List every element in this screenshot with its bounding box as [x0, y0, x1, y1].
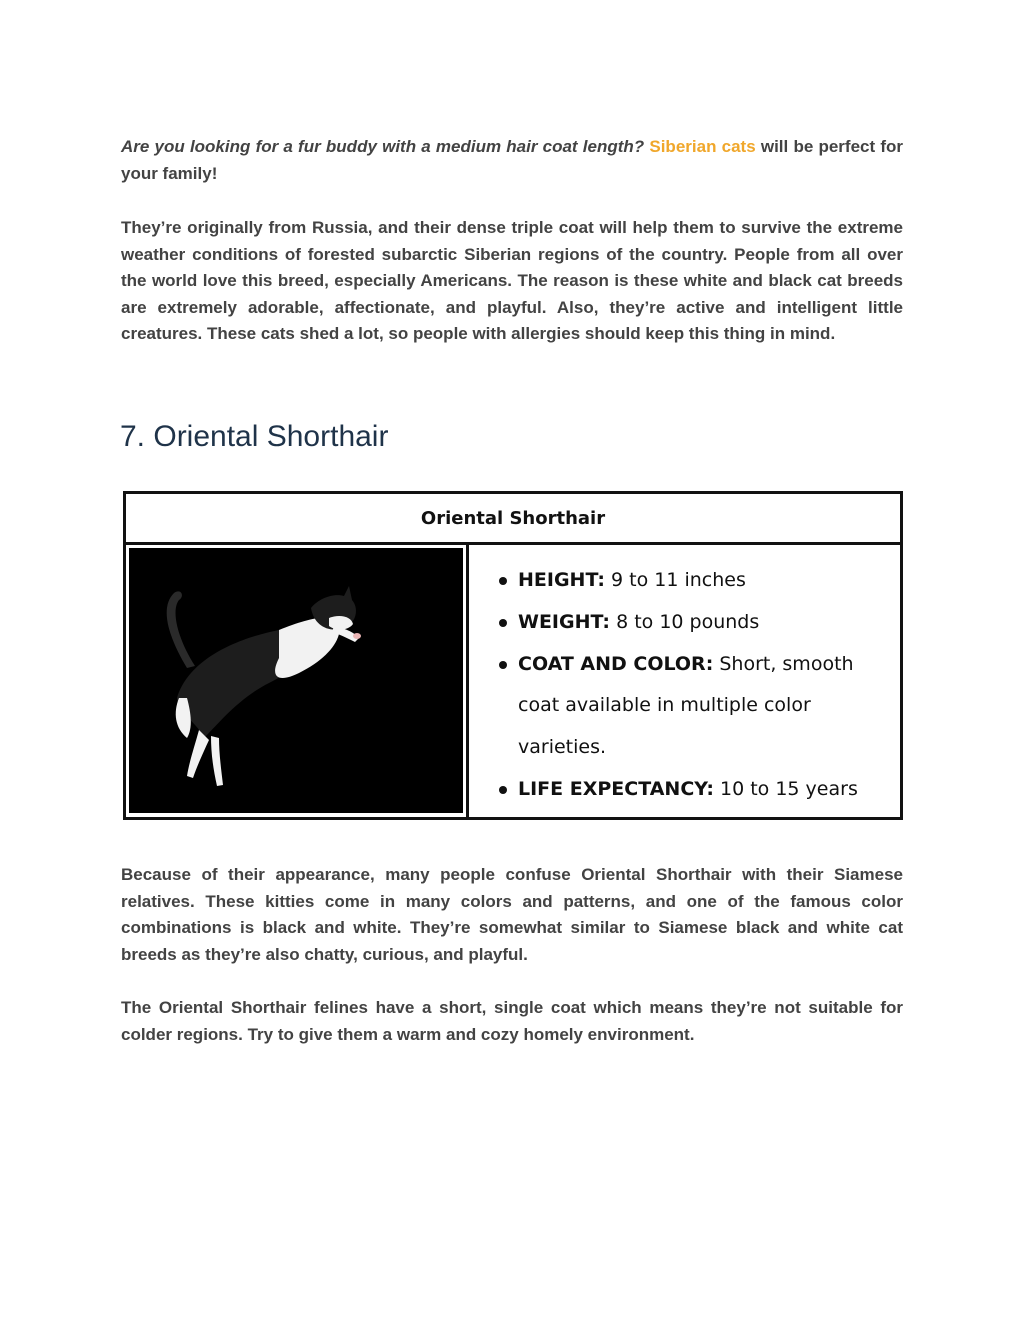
cat-photo [129, 548, 463, 813]
intro-question: Are you looking for a fur buddy with a medium hair coat length? [121, 137, 645, 156]
section-heading: 7. Oriental Shorthair [120, 420, 389, 453]
fact-life-expectancy: LIFE EXPECTANCY: 10 to 15 years [496, 769, 886, 811]
oriental-paragraph-1: Because of their appearance, many people confuse Oriental Shorthair with their Siamese relatives. These kitties come in many colors and patterns, and one of the famous color combinations is black and white. They’re somewhat similar to Siamese black and white cat breeds as they’re also chatty, curious, and playful. [121, 865, 903, 964]
fact-height: HEIGHT: 9 to 11 inches [496, 560, 886, 602]
oriental-paragraph-2: The Oriental Shorthair felines have a short, single coat which means they’re not suitable for colder regions. Try to give them a warm and cozy homely environment. [121, 998, 903, 1044]
fact-coat-and-color: COAT AND COLOR: Short, smooth coat available in multiple color varieties. [496, 644, 886, 769]
card-title: Oriental Shorthair [126, 494, 900, 545]
intro-rest: will be perfect for your family! [121, 137, 904, 183]
breed-info-card [123, 491, 903, 820]
siberian-cats-link[interactable]: Siberian cats [649, 137, 756, 156]
photo-cell [126, 545, 469, 817]
intro-paragraph [121, 134, 903, 187]
breed-facts-list [496, 560, 886, 811]
fact-weight: WEIGHT: 8 to 10 pounds [496, 602, 886, 644]
siberian-paragraph: They’re originally from Russia, and their dense triple coat will help them to survive the extreme weather conditions of forested subarctic Siberian regions of the country. People from all over the world love this breed, especially Americans. The reason is these white and black cat breeds are extremely adorable, affectionate, and playful. Also, they’re active and intelligent little creatures. These cats shed a lot, so people with allergies should keep this thing in mind. [121, 218, 903, 343]
